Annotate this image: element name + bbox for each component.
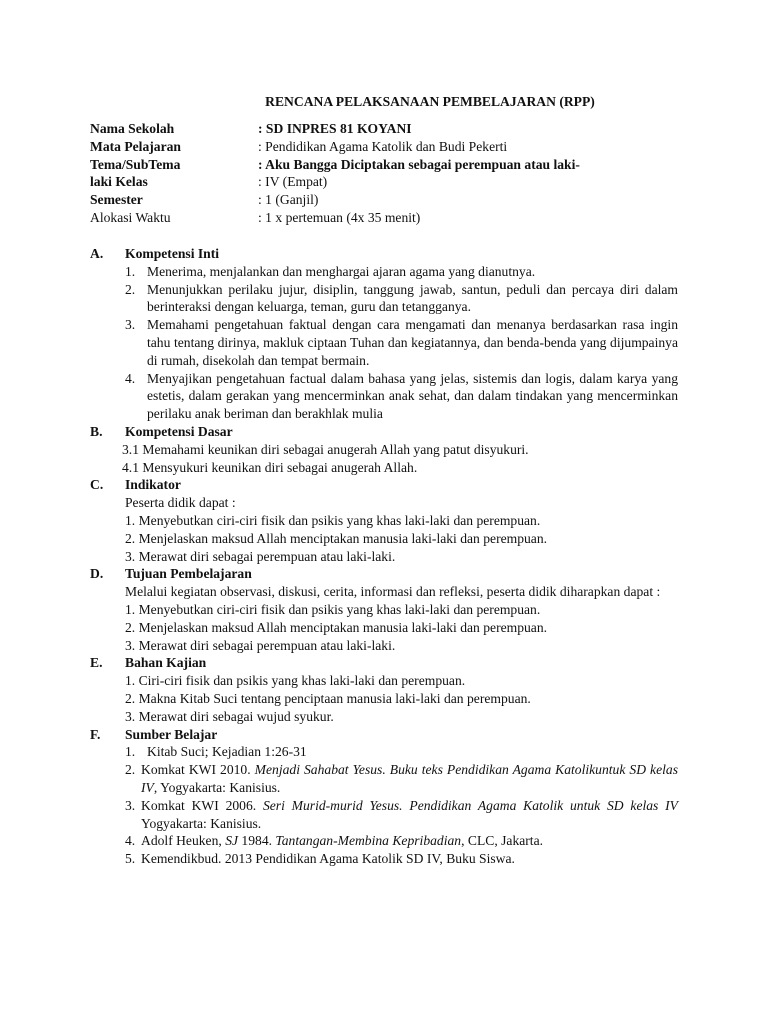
info-row-theme bbox=[90, 156, 690, 174]
info-row-semester bbox=[90, 191, 690, 209]
section-letter: D. bbox=[90, 566, 104, 582]
info-row-class bbox=[90, 173, 690, 191]
item-number: 3. bbox=[125, 797, 136, 813]
section-body bbox=[125, 583, 678, 654]
section-heading bbox=[90, 245, 678, 263]
item-text: Memahami pengetahuan faktual dengan cara mengamati dan menanya berdasarkan rasa ingin tahu tentang dirinya, makluk ciptaan Tuhan dan kegiatannya, dan benda-benda yang dijumpainya di rumah, disekolah dan tempat bermain. bbox=[147, 317, 678, 368]
list-item: 4.1 Mensyukuri keunikan diri sebagai anugerah Allah. bbox=[122, 459, 418, 475]
list-item bbox=[125, 281, 678, 317]
info-value: : Aku Bangga Diciptakan sebagai perempuan atau laki- bbox=[258, 156, 580, 172]
info-label: Semester bbox=[90, 192, 143, 208]
info-row-subject bbox=[90, 138, 690, 156]
item-number: 5. bbox=[125, 851, 136, 867]
theme-continuation: laki bbox=[90, 174, 112, 190]
item-text: Komkat KWI 2006. bbox=[141, 797, 263, 813]
item-text: Yogyakarta: Kanisius. bbox=[141, 815, 262, 831]
list-item: 1. Ciri-ciri fisik dan psikis yang khas laki-laki dan perempuan. bbox=[125, 673, 466, 689]
item-text: Komkat KWI 2010. bbox=[141, 762, 255, 778]
list-item bbox=[125, 370, 678, 423]
section-body bbox=[125, 743, 678, 868]
author-suffix: SJ bbox=[225, 833, 239, 849]
section-letter: E. bbox=[90, 655, 103, 671]
section-letter: C. bbox=[90, 477, 104, 493]
section-body bbox=[125, 494, 678, 565]
section-title: Kompetensi Inti bbox=[125, 246, 220, 261]
info-row-school bbox=[90, 120, 690, 138]
item-number: 1. bbox=[125, 263, 136, 279]
item-text: 1984. bbox=[238, 833, 276, 849]
section-letter: A. bbox=[90, 246, 104, 261]
item-text: Menyajikan pengetahuan factual dalam bahasa yang jelas, sistemis dan logis, dalam karya yang estetis, dalam gerakan yang mencerminkan anak sehat, dan dalam tindakan yang mencerminkan perilaku anak beriman dan berakhlak mulia bbox=[147, 370, 678, 422]
info-label: Nama Sekolah bbox=[90, 121, 175, 136]
section-title: Bahan Kajian bbox=[125, 655, 207, 671]
list-item: 2. Menjelaskan maksud Allah menciptakan manusia laki-laki dan perempuan. bbox=[125, 619, 548, 635]
item-number: 2. bbox=[125, 762, 136, 778]
info-value: : 1 x pertemuan (4x 35 menit) bbox=[258, 209, 421, 225]
item-text: , CLC, Jakarta. bbox=[461, 833, 544, 849]
item-text: Menerima, menjalankan dan menghargai ajaran agama yang dianutnya. bbox=[147, 263, 536, 279]
section-heading bbox=[90, 726, 678, 744]
list-item: 2. Menjelaskan maksud Allah menciptakan manusia laki-laki dan perempuan. bbox=[125, 530, 548, 546]
document-title: RENCANA PELAKSANAAN PEMBELAJARAN (RPP) bbox=[265, 94, 595, 109]
info-label: Alokasi Waktu bbox=[90, 209, 171, 225]
info-label: Mata Pelajaran bbox=[90, 138, 181, 154]
section-bahan-kajian bbox=[90, 654, 678, 725]
section-sumber-belajar bbox=[90, 726, 678, 868]
item-number: 4. bbox=[125, 370, 136, 386]
info-value: : IV (Empat) bbox=[258, 174, 328, 190]
list-item bbox=[125, 850, 678, 868]
info-value: : SD INPRES 81 KOYANI bbox=[258, 121, 412, 136]
info-value: : 1 (Ganjil) bbox=[258, 192, 319, 208]
class-label: Kelas bbox=[115, 174, 148, 190]
list-item bbox=[125, 263, 678, 281]
info-value: : Pendidikan Agama Katolik dan Budi Pekerti bbox=[258, 138, 508, 154]
list-item bbox=[125, 761, 678, 797]
section-body bbox=[125, 672, 678, 725]
book-title: Menjadi Sahabat Yesus. Buku teks Pendidikan Agama Katolikuntuk SD kelas IV bbox=[141, 762, 678, 795]
info-row-time bbox=[90, 209, 690, 227]
list-item: 2. Makna Kitab Suci tentang penciptaan manusia laki-laki dan perempuan. bbox=[125, 690, 531, 706]
list-item: 1. Menyebutkan ciri-ciri fisik dan psikis yang khas laki-laki dan perempuan. bbox=[125, 512, 541, 528]
section-intro: Melalui kegiatan observasi, diskusi, cerita, informasi dan refleksi, peserta didik diharapkan dapat : bbox=[125, 584, 661, 600]
section-body bbox=[125, 263, 678, 423]
section-letter: B. bbox=[90, 423, 103, 439]
section-intro: Peserta didik dapat : bbox=[125, 495, 236, 511]
list-item: 1. Menyebutkan ciri-ciri fisik dan psikis yang khas laki-laki dan perempuan. bbox=[125, 601, 541, 617]
list-item bbox=[125, 316, 678, 369]
item-number: 4. bbox=[125, 833, 136, 849]
list-item bbox=[125, 797, 678, 833]
list-item bbox=[125, 832, 678, 850]
item-text: Kitab Suci; Kejadian 1:26-31 bbox=[147, 744, 307, 760]
item-text: Menunjukkan perilaku jujur, disiplin, tanggung jawab, santun, peduli dan percaya diri dalam berinteraksi dengan keluarga, teman, guru dan tetangganya. bbox=[147, 281, 678, 315]
item-text: Adolf Heuken, bbox=[141, 833, 226, 849]
section-heading bbox=[90, 565, 678, 583]
info-label: Tema/SubTema bbox=[90, 156, 181, 172]
list-item: 3. Merawat diri sebagai wujud syukur. bbox=[125, 708, 334, 724]
item-text: , Yogyakarta: Kanisius. bbox=[153, 779, 281, 795]
section-tujuan-pembelajaran bbox=[90, 565, 678, 654]
section-kompetensi-inti bbox=[90, 245, 678, 423]
section-title: Kompetensi Dasar bbox=[125, 423, 233, 439]
item-number: 2. bbox=[125, 281, 136, 297]
section-kompetensi-dasar bbox=[90, 423, 678, 476]
section-heading bbox=[90, 476, 678, 494]
section-title: Sumber Belajar bbox=[125, 726, 218, 742]
info-label bbox=[90, 173, 148, 191]
item-number: 3. bbox=[125, 317, 136, 333]
list-item: 3.1 Memahami keunikan diri sebagai anugerah Allah yang patut disyukuri. bbox=[122, 441, 529, 457]
section-body bbox=[122, 441, 678, 477]
section-title: Tujuan Pembelajaran bbox=[125, 566, 252, 582]
list-item bbox=[125, 743, 678, 761]
section-title: Indikator bbox=[125, 477, 181, 493]
section-indikator bbox=[90, 476, 678, 565]
book-title: Tantangan-Membina Kepribadian bbox=[275, 833, 462, 849]
item-number: 1. bbox=[125, 744, 136, 760]
item-text: Kemendikbud. 2013 Pendidikan Agama Katolik SD IV, Buku Siswa. bbox=[141, 851, 515, 867]
document-content bbox=[90, 245, 678, 868]
identity-block bbox=[90, 120, 690, 227]
list-item: 3. Merawat diri sebagai perempuan atau laki-laki. bbox=[125, 548, 396, 564]
list-item: 3. Merawat diri sebagai perempuan atau laki-laki. bbox=[125, 637, 396, 653]
book-title: Seri Murid-murid Yesus. Pendidikan Agama Katolik untuk SD kelas IV bbox=[262, 797, 678, 813]
section-heading bbox=[90, 423, 678, 441]
section-heading bbox=[90, 654, 678, 672]
section-letter: F. bbox=[90, 726, 101, 742]
